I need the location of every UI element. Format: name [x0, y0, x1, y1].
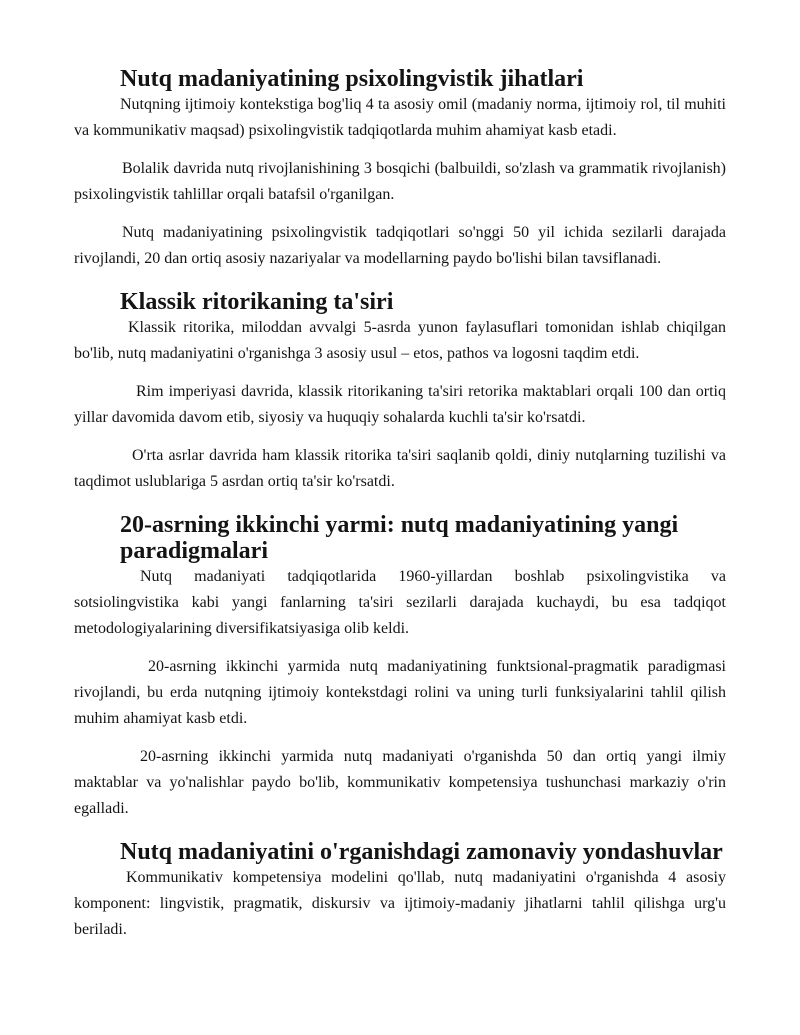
document-page [74, 66, 726, 943]
paragraph: Klassik ritorika, miloddan avvalgi 5-asrda yunon faylasuflari tomonidan ishlab chiqilgan bo'lib, nutq madaniyatini o'rganishga 3 asosiy usul – etos, pathos va logosni taqdim etdi. [74, 319, 726, 362]
section-heading: Nutq madaniyatining psixolingvistik jihatlari [120, 66, 584, 92]
paragraph: Nutq madaniyatining psixolingvistik tadqiqotlari so'nggi 50 yil ichida sezilarli darajada rivojlandi, 20 dan ortiq asosiy nazariyalar va modellarning paydo bo'lishi bilan tavsiflanadi. [74, 224, 726, 267]
paragraph: O'rta asrlar davrida ham klassik ritorika ta'siri saqlanib qoldi, diniy nutqlarning tuzilishi va taqdimot uslublariga 5 asrdan ortiq ta'sir ko'rsatdi. [74, 447, 726, 490]
section-heading: Nutq madaniyatini o'rganishdagi zamonaviy yondashuvlar [120, 839, 723, 865]
paragraph: Nutqning ijtimoiy kontekstiga bog'liq 4 ta asosiy omil (madaniy norma, ijtimoiy rol, til muhiti va kommunikativ maqsad) psixolingvistik tadqiqotlarda muhim ahamiyat kasb etadi. [74, 96, 726, 139]
paragraph: Rim imperiyasi davrida, klassik ritorikaning ta'siri retorika maktablari orqali 100 dan ortiq yillar davomida davom etib, siyosiy va huquqiy sohalarda kuchli ta'sir ko'rsatdi. [74, 383, 726, 426]
paragraph: Nutq madaniyati tadqiqotlarida 1960-yillardan boshlab psixolingvistika va sotsiolingvistika kabi yangi fanlarning ta'siri sezilarli darajada kuchaydi, bu esa tadqiqot metodologiyalarining diversifikatsiyasiga olib keldi. [74, 568, 726, 637]
section-heading: 20-asrning ikkinchi yarmi: nutq madaniyatining yangi paradigmalari [120, 512, 679, 564]
paragraph: 20-asrning ikkinchi yarmida nutq madaniyati o'rganishda 50 dan ortiq yangi ilmiy maktablar va yo'nalishlar paydo bo'lib, kommunikativ kompetensiya tushunchasi markaziy o'rin egalladi. [74, 748, 726, 817]
paragraph: Bolalik davrida nutq rivojlanishining 3 bosqichi (balbuildi, so'zlash va grammatik rivojlanish) psixolingvistik tahlillar orqali batafsil o'rganilgan. [74, 160, 726, 203]
paragraph: Kommunikativ kompetensiya modelini qo'llab, nutq madaniyatini o'rganishda 4 asosiy komponent: lingvistik, pragmatik, diskursiv va ijtimoiy-madaniy jihatlarni tahlil qilishga urg'u beriladi. [74, 869, 726, 938]
paragraph: 20-asrning ikkinchi yarmida nutq madaniyatining funktsional-pragmatik paradigmasi rivojlandi, bu erda nutqning ijtimoiy kontekstdagi rolini va uning turli funksiyalarini tahlil qilish muhim ahamiyat kasb etdi. [74, 658, 726, 727]
section-heading: Klassik ritorikaning ta'siri [120, 289, 394, 315]
